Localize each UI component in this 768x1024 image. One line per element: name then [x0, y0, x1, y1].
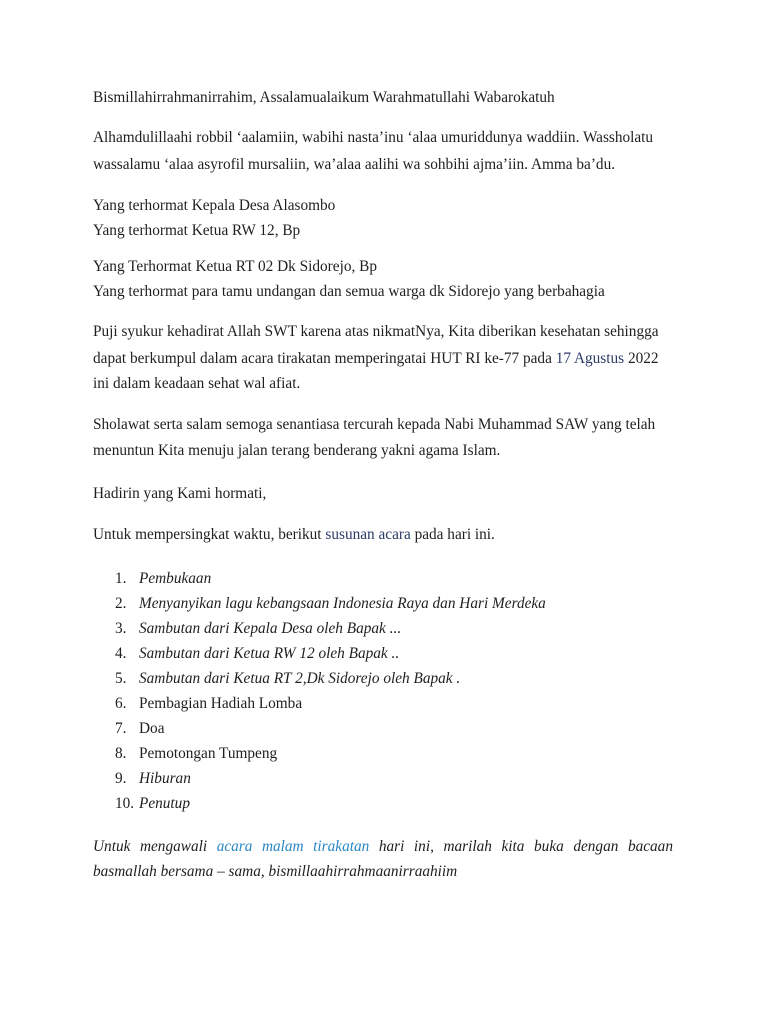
opening-line-2: wassalamu ‘alaa asyrofil mursaliin, wa’alaa aalihi wa sohbihi ajma’iin. Amma ba’du.	[93, 156, 616, 173]
agenda-item-text: Menyanyikan lagu kebangsaan Indonesia Raya dan Hari Merdeka	[139, 595, 546, 612]
agenda-item	[93, 591, 546, 616]
greeting-village-head: Yang terhormat Kepala Desa Alasombo	[93, 197, 336, 214]
agenda-item-number: 10.	[115, 795, 135, 812]
agenda-item-number: 3.	[115, 620, 127, 637]
sholawat-line-2: menuntun Kita menuju jalan terang benderang yakni agama Islam.	[93, 442, 501, 459]
agenda-item-text: Hiburan	[139, 770, 191, 787]
agenda-item-text: Sambutan dari Kepala Desa oleh Bapak ...	[139, 620, 402, 637]
audience-address: Hadirin yang Kami hormati,	[93, 485, 267, 502]
agenda-item	[93, 566, 546, 591]
agenda-item-number: 8.	[115, 745, 127, 762]
agenda-item-number: 7.	[115, 720, 127, 737]
agenda-item-number: 4.	[115, 645, 127, 662]
closing-paragraph	[93, 834, 673, 884]
agenda-item-number: 6.	[115, 695, 127, 712]
agenda-item-text: Doa	[139, 720, 165, 737]
tirakatan-link[interactable]: acara malam tirakatan	[216, 838, 370, 855]
agenda-item	[93, 691, 546, 716]
agenda-item-number: 2.	[115, 595, 127, 612]
greeting-guests: Yang terhormat para tamu undangan dan semua warga dk Sidorejo yang berbahagia	[93, 283, 605, 300]
agenda-item	[93, 666, 546, 691]
agenda-item-text: Pemotongan Tumpeng	[139, 745, 278, 762]
agenda-link[interactable]: susunan acara	[325, 526, 411, 543]
agenda-item-number: 1.	[115, 570, 127, 587]
salutation: Bismillahirrahmanirrahim, Assalamualaikum Warahmatullahi Wabarokatuh	[93, 89, 555, 106]
gratitude-line-3: ini dalam keadaan sehat wal afiat.	[93, 375, 301, 392]
agenda-item-text: Sambutan dari Ketua RW 12 oleh Bapak ..	[139, 645, 400, 662]
sholawat-line-1: Sholawat serta salam semoga senantiasa tercurah kepada Nabi Muhammad SAW yang telah	[93, 416, 656, 433]
agenda-item	[93, 716, 546, 741]
agenda-intro	[93, 525, 495, 545]
agenda-intro-text: Untuk mempersingkat waktu, berikut	[93, 526, 326, 543]
agenda-item	[93, 641, 546, 666]
agenda-item	[93, 616, 546, 641]
agenda-item-text: Penutup	[139, 795, 190, 812]
closing-tail: hari ini, marilah kita buka dengan bacaan basmallah bersama – sama, bismillaahirrahmaanirraahiim	[93, 838, 673, 880]
greeting-rw-head: Yang terhormat Ketua RW 12, Bp	[93, 222, 301, 239]
gratitude-line-1: Puji syukur kehadirat Allah SWT karena atas nikmatNya, Kita diberikan kesehatan sehingga	[93, 323, 659, 340]
agenda-item-number: 5.	[115, 670, 127, 687]
agenda-item	[93, 766, 546, 791]
opening-line-1: Alhamdulillaahi robbil ‘aalamiin, wabihi nasta’inu ‘alaa umuriddunya waddiin. Wassholatu	[93, 129, 654, 146]
date-link[interactable]: 17 Agustus	[555, 350, 625, 367]
gratitude-line-2	[93, 349, 659, 369]
closing-text: Untuk mengawali	[93, 838, 217, 855]
agenda-list	[93, 566, 546, 816]
gratitude-year: 2022	[624, 350, 659, 367]
agenda-item	[93, 791, 546, 816]
agenda-item-text: Sambutan dari Ketua RT 2,Dk Sidorejo oleh Bapak .	[139, 670, 461, 687]
agenda-item-number: 9.	[115, 770, 127, 787]
agenda-item-text: Pembagian Hadiah Lomba	[139, 695, 303, 712]
gratitude-text: dapat berkumpul dalam acara tirakatan memperingatai HUT RI ke-77 pada	[93, 350, 556, 367]
agenda-intro-tail: pada hari ini.	[410, 526, 495, 543]
agenda-item	[93, 741, 546, 766]
greeting-rt-head: Yang Terhormat Ketua RT 02 Dk Sidorejo, Bp	[93, 258, 377, 275]
agenda-item-text: Pembukaan	[139, 570, 212, 587]
